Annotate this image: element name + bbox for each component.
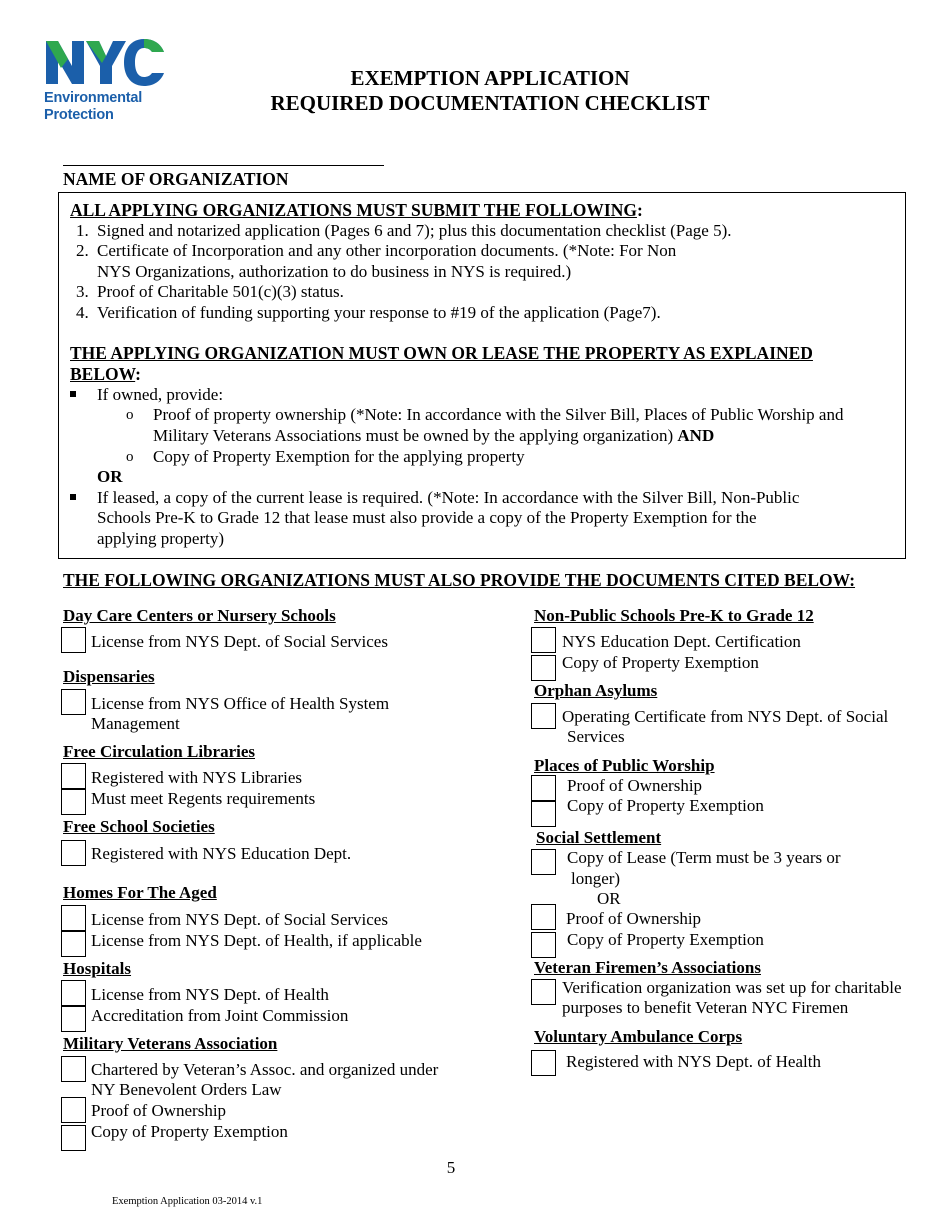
section-heading-day-care: Day Care Centers or Nursery Schools bbox=[63, 606, 336, 625]
leased-text-continued: applying property) bbox=[97, 529, 224, 548]
checkbox-non-public-exemption[interactable] bbox=[531, 655, 556, 681]
checkbox-firemen-verification[interactable] bbox=[531, 979, 556, 1005]
list-number: 3. bbox=[76, 282, 89, 301]
title-line-2: REQUIRED DOCUMENTATION CHECKLIST bbox=[270, 91, 710, 115]
section-heading-school-societies: Free School Societies bbox=[63, 817, 215, 836]
section-heading-libraries: Free Circulation Libraries bbox=[63, 742, 256, 761]
checkbox-worship-exemption[interactable] bbox=[531, 801, 556, 827]
logo-line-protection: Protection bbox=[44, 107, 114, 123]
checkbox-homes-aged-health[interactable] bbox=[61, 931, 86, 957]
list-number: 2. bbox=[76, 241, 89, 260]
checkbox-day-care-license[interactable] bbox=[61, 627, 86, 653]
section-heading-non-public: Non-Public Schools Pre-K to Grade 12 bbox=[534, 606, 814, 625]
page-title bbox=[240, 66, 740, 116]
checklist-item: Copy of Property Exemption bbox=[91, 1122, 288, 1141]
or-text: OR bbox=[97, 467, 123, 486]
and-text: AND bbox=[677, 426, 715, 445]
checkbox-settlement-exemption[interactable] bbox=[531, 932, 556, 958]
checkbox-libraries-regents[interactable] bbox=[61, 789, 86, 815]
list-number: 1. bbox=[76, 221, 89, 240]
checklist-item: License from NYS Dept. of Social Services bbox=[91, 910, 388, 929]
or-text: OR bbox=[597, 889, 621, 908]
nyc-logo-icon bbox=[44, 38, 166, 88]
checklist-item: Must meet Regents requirements bbox=[91, 789, 316, 808]
title-line-1: EXEMPTION APPLICATION bbox=[350, 66, 630, 90]
checklist-item: Registered with NYS Libraries bbox=[91, 768, 303, 787]
following-heading: THE FOLLOWING ORGANIZATIONS MUST ALSO PROVIDE THE DOCUMENTS CITED BELOW: bbox=[63, 570, 856, 590]
checkbox-non-public-certification[interactable] bbox=[531, 627, 556, 653]
checkbox-military-ownership[interactable] bbox=[61, 1097, 86, 1123]
checkbox-military-exemption[interactable] bbox=[61, 1125, 86, 1151]
section-heading-hospitals: Hospitals bbox=[63, 959, 132, 978]
owned-sub-item-1-line-2: Military Veterans Associations must be owned by the applying organization) bbox=[153, 426, 674, 445]
own-lease-heading-line-1: THE APPLYING ORGANIZATION MUST OWN OR LEASE THE PROPERTY AS EXPLAINED bbox=[70, 343, 813, 363]
checkbox-school-societies-registered[interactable] bbox=[61, 840, 86, 866]
checklist-item: Operating Certificate from NYS Dept. of Social bbox=[562, 707, 889, 726]
leased-text-continued: Schools Pre-K to Grade 12 that lease must also provide a copy of the Property Exemption for the bbox=[97, 508, 757, 527]
checklist-item: Registered with NYS Education Dept. bbox=[91, 844, 352, 863]
list-number: 4. bbox=[76, 303, 89, 322]
checklist-item-continued: Services bbox=[567, 727, 625, 746]
checklist-item-continued: longer) bbox=[571, 869, 621, 888]
checklist-item: Registered with NYS Dept. of Health bbox=[566, 1052, 821, 1071]
checklist-item: Proof of Ownership bbox=[91, 1101, 227, 1120]
checkbox-settlement-ownership[interactable] bbox=[531, 904, 556, 930]
checkbox-ambulance-registered[interactable] bbox=[531, 1050, 556, 1076]
list-item-continued: NYS Organizations, authorization to do business in NYS is required.) bbox=[97, 262, 572, 281]
section-heading-orphan: Orphan Asylums bbox=[534, 681, 658, 700]
checklist-item-continued: NY Benevolent Orders Law bbox=[91, 1080, 282, 1099]
checkbox-homes-aged-social[interactable] bbox=[61, 905, 86, 931]
checklist-item: Copy of Property Exemption bbox=[567, 930, 764, 949]
section-heading-ambulance: Voluntary Ambulance Corps bbox=[534, 1027, 743, 1046]
list-item: Proof of Charitable 501(c)(3) status. bbox=[97, 282, 344, 301]
checklist-item: Copy of Lease (Term must be 3 years or bbox=[567, 848, 841, 867]
square-bullet-icon bbox=[70, 391, 76, 397]
owned-sub-item-1: Proof of property ownership (*Note: In accordance with the Silver Bill, Places of Public Worship and bbox=[153, 405, 844, 424]
own-lease-heading-line-2: BELOW bbox=[70, 363, 136, 384]
checklist-item: License from NYS Dept. of Health, if applicable bbox=[91, 931, 422, 950]
owned-sub-item-1-continued bbox=[153, 426, 714, 447]
checkbox-worship-ownership[interactable] bbox=[531, 775, 556, 801]
organization-name-label: NAME OF ORGANIZATION bbox=[63, 169, 289, 189]
checkbox-dispensaries-license[interactable] bbox=[61, 689, 86, 715]
page-number: 5 bbox=[446, 1158, 456, 1177]
checklist-item: Chartered by Veteran’s Assoc. and organized under bbox=[91, 1060, 439, 1079]
organization-name-field[interactable] bbox=[63, 165, 384, 166]
footer-text: Exemption Application 03-2014 v.1 bbox=[112, 1196, 263, 1207]
checklist-item: Verification organization was set up for charitable bbox=[562, 978, 902, 997]
owned-sub-item-2: Copy of Property Exemption for the applying property bbox=[153, 447, 525, 466]
section-heading-dispensaries: Dispensaries bbox=[63, 667, 155, 686]
checkbox-settlement-lease[interactable] bbox=[531, 849, 556, 875]
checklist-item: NYS Education Dept. Certification bbox=[562, 632, 801, 651]
checklist-item: License from NYS Dept. of Social Services bbox=[91, 632, 388, 651]
checklist-item-continued: purposes to benefit Veteran NYC Firemen bbox=[562, 998, 849, 1017]
checklist-item: Copy of Property Exemption bbox=[567, 796, 764, 815]
leased-text: If leased, a copy of the current lease is required. (*Note: In accordance with the Silver Bill, Non-Public bbox=[97, 488, 800, 507]
all-orgs-heading-text: ALL APPLYING ORGANIZATIONS MUST SUBMIT THE FOLLOWING bbox=[70, 200, 637, 220]
checklist-item: Proof of Ownership bbox=[567, 776, 703, 795]
list-item: Signed and notarized application (Pages 6 and 7); plus this documentation checklist (Page 5). bbox=[97, 221, 732, 240]
checklist-item: License from NYS Office of Health System bbox=[91, 694, 390, 713]
list-item: Verification of funding supporting your response to #19 of the application (Page7). bbox=[97, 303, 661, 322]
list-item: Certificate of Incorporation and any other incorporation documents. (*Note: For Non bbox=[97, 241, 677, 260]
checklist-item: Accreditation from Joint Commission bbox=[91, 1006, 349, 1025]
checklist-item: Proof of Ownership bbox=[566, 909, 702, 928]
logo-line-environmental: Environmental bbox=[44, 90, 143, 106]
checklist-item: Copy of Property Exemption bbox=[562, 653, 759, 672]
checkbox-orphan-certificate[interactable] bbox=[531, 703, 556, 729]
circle-bullet-icon: o bbox=[126, 449, 134, 465]
own-lease-heading-colon: : bbox=[135, 363, 141, 384]
checkbox-libraries-registered[interactable] bbox=[61, 763, 86, 789]
section-heading-military: Military Veterans Association bbox=[63, 1034, 278, 1053]
checkbox-hospitals-license[interactable] bbox=[61, 980, 86, 1006]
square-bullet-icon bbox=[70, 494, 76, 500]
section-heading-firemen: Veteran Firemen’s Associations bbox=[534, 958, 761, 977]
all-orgs-heading-colon: : bbox=[636, 200, 643, 220]
checklist-item-continued: Management bbox=[91, 714, 180, 733]
logo-text bbox=[44, 90, 142, 124]
own-lease-heading bbox=[70, 343, 870, 384]
section-heading-settlement: Social Settlement bbox=[536, 828, 662, 847]
checkbox-hospitals-accreditation[interactable] bbox=[61, 1006, 86, 1032]
owned-text: If owned, provide: bbox=[97, 385, 224, 404]
nyc-dep-logo bbox=[44, 38, 169, 124]
all-orgs-heading bbox=[70, 200, 643, 221]
circle-bullet-icon: o bbox=[126, 407, 134, 423]
section-heading-homes-aged: Homes For The Aged bbox=[63, 883, 217, 902]
checkbox-military-chartered[interactable] bbox=[61, 1056, 86, 1082]
section-heading-worship: Places of Public Worship bbox=[534, 756, 715, 775]
checklist-item: License from NYS Dept. of Health bbox=[91, 985, 329, 1004]
